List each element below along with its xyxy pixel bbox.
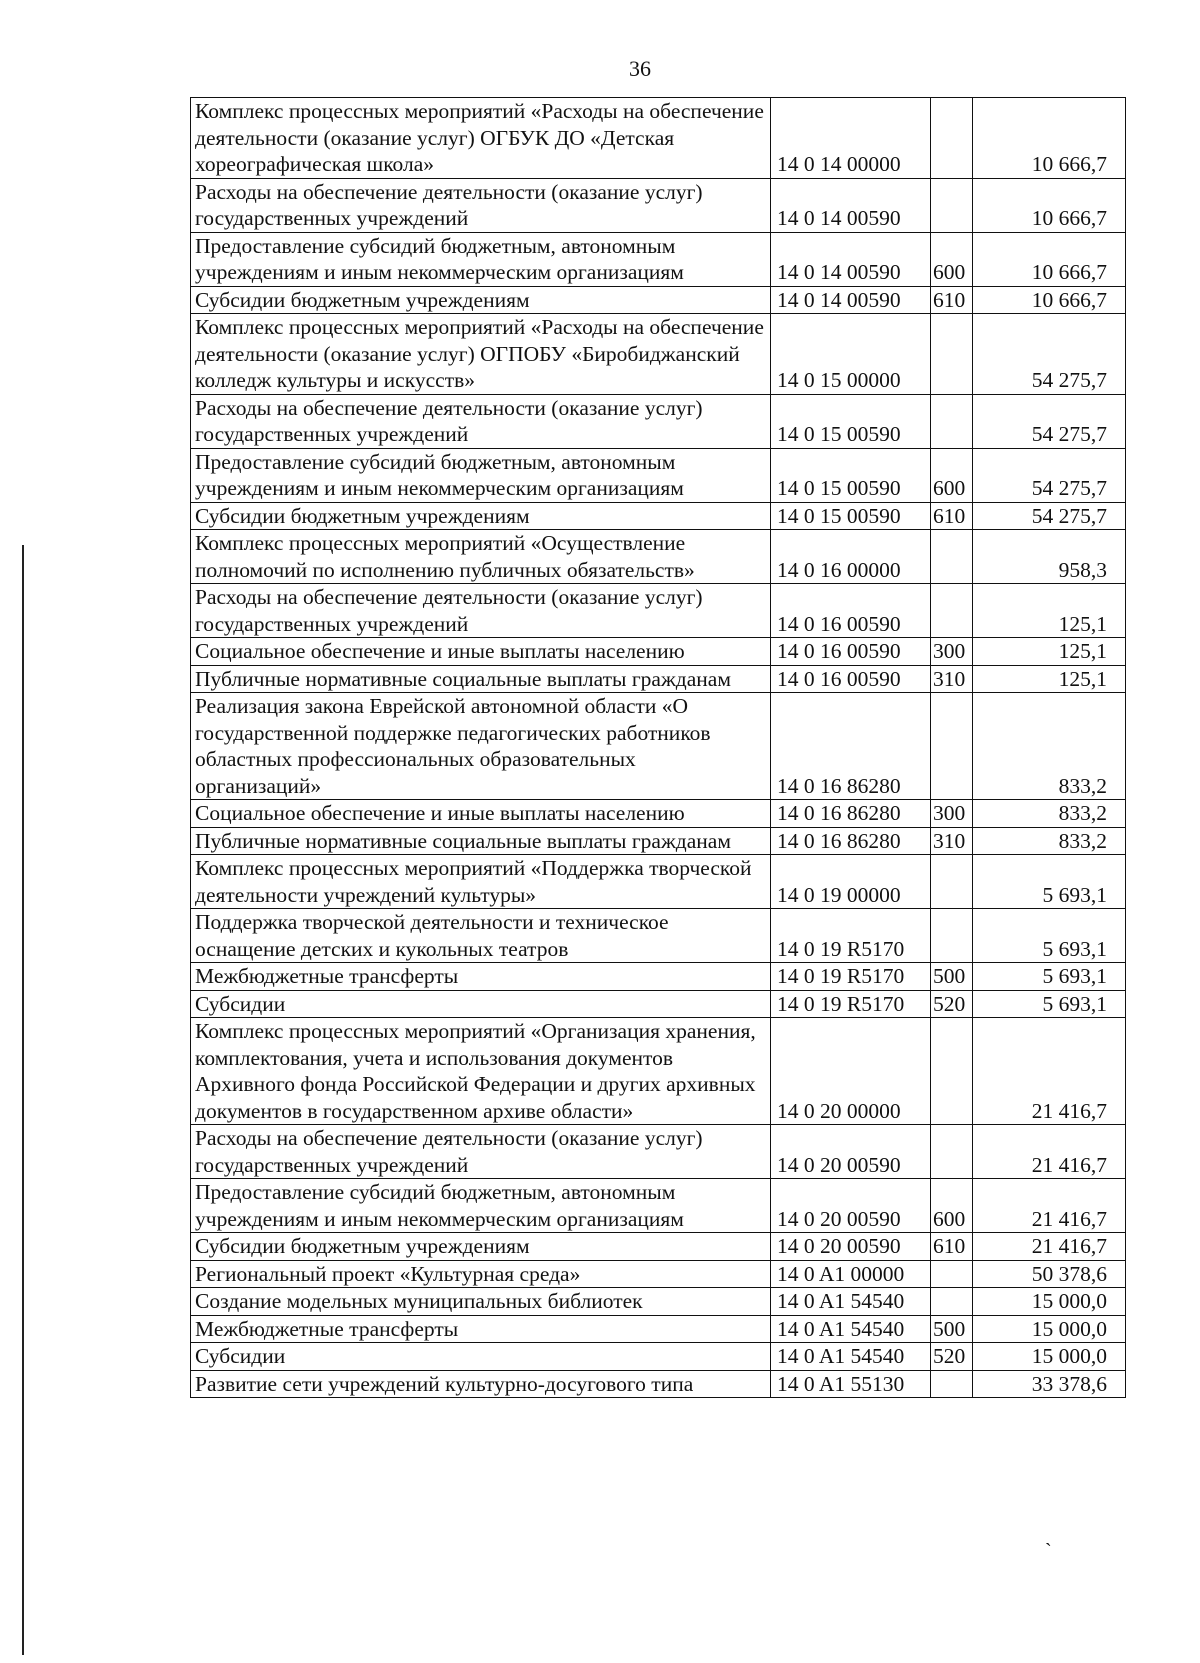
row-code: 14 0 19 R5170 [771,909,931,963]
table-row [191,1343,1126,1371]
row-name: Социальное обеспечение и иные выплаты населению [191,800,771,828]
row-expense-type [931,1370,973,1398]
row-code: 14 0 14 00590 [771,286,931,314]
table-row [191,1233,1126,1261]
row-expense-type: 500 [931,1315,973,1343]
row-expense-type: 610 [931,286,973,314]
row-name: Создание модельных муниципальных библиотек [191,1288,771,1316]
table-row [191,232,1126,286]
table-row [191,665,1126,693]
row-code: 14 0 16 00000 [771,530,931,584]
row-sum: 10 666,7 [973,178,1126,232]
row-name: Публичные нормативные социальные выплаты гражданам [191,827,771,855]
row-code: 14 0 14 00590 [771,232,931,286]
row-expense-type: 300 [931,638,973,666]
table-row [191,1315,1126,1343]
row-code: 14 0 19 00000 [771,855,931,909]
row-expense-type [931,693,973,800]
row-code: 14 0 16 86280 [771,800,931,828]
row-sum: 10 666,7 [973,232,1126,286]
row-code: 14 0 14 00590 [771,178,931,232]
row-name: Развитие сети учреждений культурно-досугового типа [191,1370,771,1398]
table-row [191,990,1126,1018]
table-row [191,314,1126,395]
row-expense-type [931,909,973,963]
row-sum: 54 275,7 [973,502,1126,530]
row-name: Комплекс процессных мероприятий «Расходы на обеспечение деятельности (оказание услуг) ОГБУК ДО «Детская хореографическая школа» [191,98,771,179]
row-code: 14 0 19 R5170 [771,963,931,991]
row-expense-type [931,584,973,638]
row-expense-type: 600 [931,448,973,502]
table-row [191,448,1126,502]
row-expense-type [931,178,973,232]
row-code: 14 0 20 00590 [771,1179,931,1233]
row-name: Межбюджетные трансферты [191,1315,771,1343]
table-row [191,855,1126,909]
row-code: 14 0 A1 00000 [771,1260,931,1288]
row-expense-type: 520 [931,1343,973,1371]
row-name: Межбюджетные трансферты [191,963,771,991]
row-name: Публичные нормативные социальные выплаты гражданам [191,665,771,693]
row-name: Субсидии бюджетным учреждениям [191,502,771,530]
pen-mark: ˋ [1045,1540,1052,1562]
table-row [191,394,1126,448]
row-code: 14 0 14 00000 [771,98,931,179]
row-name: Субсидии [191,1343,771,1371]
table-row [191,800,1126,828]
table-row [191,502,1126,530]
row-expense-type [931,1125,973,1179]
row-expense-type: 500 [931,963,973,991]
table-row [191,584,1126,638]
table-row [191,909,1126,963]
table-row [191,1125,1126,1179]
table-row [191,178,1126,232]
row-code: 14 0 15 00590 [771,448,931,502]
row-name: Предоставление субсидий бюджетным, автономным учреждениям и иным некоммерческим организациям [191,448,771,502]
table-row [191,1260,1126,1288]
row-sum: 833,2 [973,693,1126,800]
row-sum: 10 666,7 [973,98,1126,179]
row-sum: 125,1 [973,584,1126,638]
row-code: 14 0 16 00590 [771,638,931,666]
budget-table [190,97,1126,1398]
row-sum: 33 378,6 [973,1370,1126,1398]
row-sum: 21 416,7 [973,1018,1126,1125]
row-sum: 50 378,6 [973,1260,1126,1288]
row-sum: 21 416,7 [973,1125,1126,1179]
row-expense-type [931,1288,973,1316]
row-name: Комплекс процессных мероприятий «Расходы на обеспечение деятельности (оказание услуг) ОГПОБУ «Биробиджанский колледж культуры и искусств» [191,314,771,395]
table-row [191,1018,1126,1125]
row-name: Региональный проект «Культурная среда» [191,1260,771,1288]
table-row [191,530,1126,584]
row-sum: 125,1 [973,638,1126,666]
row-name: Предоставление субсидий бюджетным, автономным учреждениям и иным некоммерческим организациям [191,232,771,286]
row-code: 14 0 19 R5170 [771,990,931,1018]
row-sum: 15 000,0 [973,1288,1126,1316]
row-code: 14 0 A1 55130 [771,1370,931,1398]
row-expense-type [931,1018,973,1125]
row-expense-type: 300 [931,800,973,828]
row-expense-type: 310 [931,665,973,693]
row-sum: 5 693,1 [973,909,1126,963]
row-code: 14 0 20 00000 [771,1018,931,1125]
row-name: Расходы на обеспечение деятельности (оказание услуг) государственных учреждений [191,1125,771,1179]
row-name: Реализация закона Еврейской автономной области «О государственной поддержке педагогических работников областных профессиональных образовательных организаций» [191,693,771,800]
row-code: 14 0 20 00590 [771,1233,931,1261]
row-sum: 54 275,7 [973,314,1126,395]
row-sum: 54 275,7 [973,394,1126,448]
row-name: Субсидии бюджетным учреждениям [191,286,771,314]
row-sum: 15 000,0 [973,1315,1126,1343]
table-row [191,1370,1126,1398]
row-sum: 833,2 [973,827,1126,855]
row-expense-type [931,530,973,584]
row-expense-type: 600 [931,232,973,286]
row-name: Расходы на обеспечение деятельности (оказание услуг) государственных учреждений [191,584,771,638]
row-sum: 54 275,7 [973,448,1126,502]
row-code: 14 0 15 00590 [771,394,931,448]
row-name: Предоставление субсидий бюджетным, автономным учреждениям и иным некоммерческим организациям [191,1179,771,1233]
row-code: 14 0 16 00590 [771,584,931,638]
row-code: 14 0 16 86280 [771,827,931,855]
table-row [191,1288,1126,1316]
row-sum: 5 693,1 [973,855,1126,909]
table-row [191,963,1126,991]
row-sum: 125,1 [973,665,1126,693]
row-sum: 21 416,7 [973,1179,1126,1233]
row-code: 14 0 15 00000 [771,314,931,395]
row-code: 14 0 20 00590 [771,1125,931,1179]
row-name: Субсидии [191,990,771,1018]
row-expense-type: 520 [931,990,973,1018]
row-sum: 21 416,7 [973,1233,1126,1261]
row-expense-type: 600 [931,1179,973,1233]
row-sum: 5 693,1 [973,990,1126,1018]
row-name: Расходы на обеспечение деятельности (оказание услуг) государственных учреждений [191,178,771,232]
row-sum: 15 000,0 [973,1343,1126,1371]
binding-line [22,545,24,1655]
table-row [191,638,1126,666]
table-row [191,1179,1126,1233]
row-code: 14 0 16 86280 [771,693,931,800]
row-sum: 10 666,7 [973,286,1126,314]
row-code: 14 0 16 00590 [771,665,931,693]
page-number: 36 [629,56,651,81]
row-expense-type [931,394,973,448]
row-name: Комплекс процессных мероприятий «Организация хранения, комплектования, учета и использования документов Архивного фонда Российской Федерации и других архивных документов в государственном архиве области» [191,1018,771,1125]
row-name: Социальное обеспечение и иные выплаты населению [191,638,771,666]
row-expense-type: 610 [931,1233,973,1261]
row-sum: 833,2 [973,800,1126,828]
row-code: 14 0 15 00590 [771,502,931,530]
table-row [191,693,1126,800]
row-expense-type: 610 [931,502,973,530]
row-name: Комплекс процессных мероприятий «Поддержка творческой деятельности учреждений культуры» [191,855,771,909]
row-expense-type [931,98,973,179]
table-row [191,827,1126,855]
row-code: 14 0 A1 54540 [771,1288,931,1316]
row-name: Комплекс процессных мероприятий «Осуществление полномочий по исполнению публичных обязательств» [191,530,771,584]
row-sum: 958,3 [973,530,1126,584]
row-expense-type: 310 [931,827,973,855]
row-name: Расходы на обеспечение деятельности (оказание услуг) государственных учреждений [191,394,771,448]
row-name: Поддержка творческой деятельности и техническое оснащение детских и кукольных театров [191,909,771,963]
row-code: 14 0 A1 54540 [771,1315,931,1343]
row-sum: 5 693,1 [973,963,1126,991]
row-name: Субсидии бюджетным учреждениям [191,1233,771,1261]
row-expense-type [931,314,973,395]
row-code: 14 0 A1 54540 [771,1343,931,1371]
row-expense-type [931,1260,973,1288]
table-row [191,98,1126,179]
row-expense-type [931,855,973,909]
table-row [191,286,1126,314]
